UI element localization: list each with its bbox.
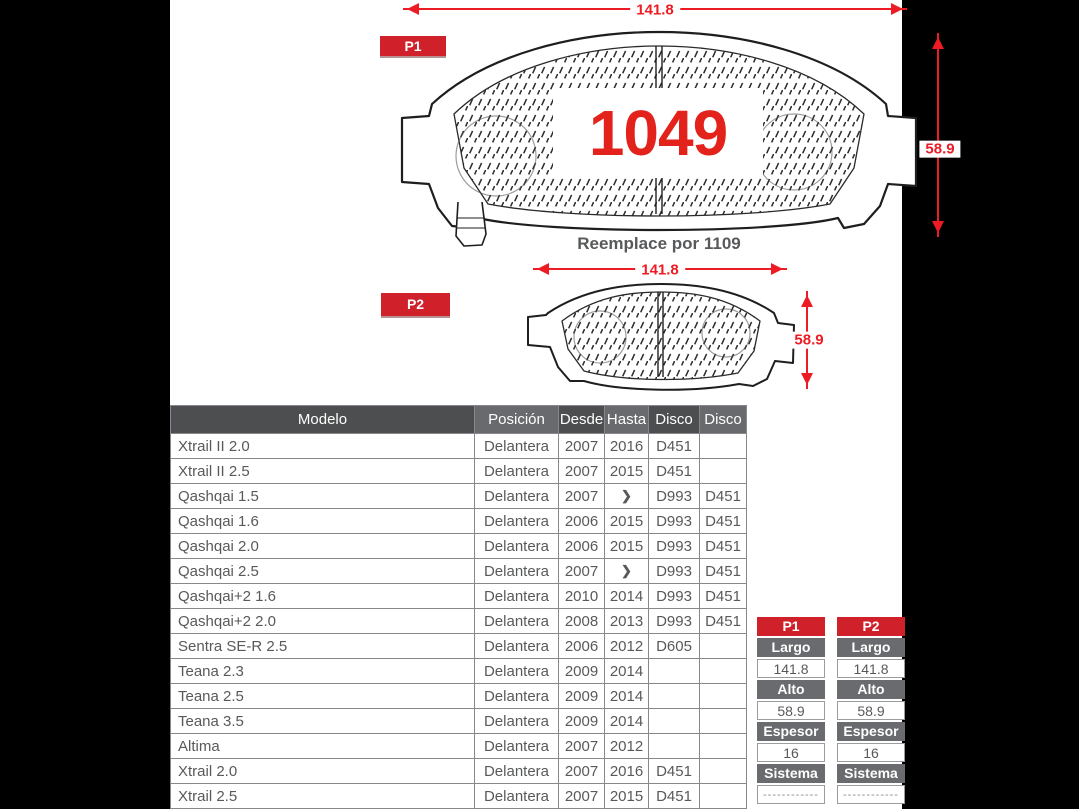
cell: D451	[700, 484, 747, 509]
model-cell: Xtrail II 2.5	[171, 459, 475, 484]
table-row	[171, 459, 747, 484]
cell: 2007	[559, 484, 605, 509]
spec-label: Sistema	[757, 764, 825, 783]
spec-value: 16	[757, 743, 825, 762]
table-row	[171, 709, 747, 734]
cell: 2015	[605, 459, 649, 484]
model-cell: Qashqai 1.6	[171, 509, 475, 534]
column-header: Disco	[700, 406, 747, 434]
table-row	[171, 434, 747, 459]
spec-label: Largo	[837, 638, 905, 657]
spec-label: Alto	[837, 680, 905, 699]
cell: 2007	[559, 559, 605, 584]
cell	[649, 659, 700, 684]
table-row	[171, 659, 747, 684]
p2-height-value: 58.9	[788, 332, 829, 349]
cell: 2009	[559, 659, 605, 684]
cell: 2015	[605, 784, 649, 809]
cell: Delantera	[475, 509, 559, 534]
spec-value: 141.8	[757, 659, 825, 678]
cell: D993	[649, 584, 700, 609]
cell: 2007	[559, 784, 605, 809]
cell: Delantera	[475, 709, 559, 734]
cell: D993	[649, 559, 700, 584]
cell: Delantera	[475, 434, 559, 459]
applications-table	[170, 405, 747, 809]
cell: 2014	[605, 584, 649, 609]
cell: Delantera	[475, 684, 559, 709]
spec-table-p2	[837, 617, 905, 806]
cell: Delantera	[475, 734, 559, 759]
cell: Delantera	[475, 584, 559, 609]
cell: 2006	[559, 509, 605, 534]
cell: 2006	[559, 534, 605, 559]
model-cell: Sentra SE-R 2.5	[171, 634, 475, 659]
cell: D993	[649, 484, 700, 509]
cell: 2008	[559, 609, 605, 634]
model-cell: Teana 2.3	[171, 659, 475, 684]
cell: D451	[700, 609, 747, 634]
column-header: Hasta	[605, 406, 649, 434]
cell: D605	[649, 634, 700, 659]
cell: D993	[649, 534, 700, 559]
table-row	[171, 784, 747, 809]
cell: 2010	[559, 584, 605, 609]
spec-value: 141.8	[837, 659, 905, 678]
spec-label: Espesor	[757, 722, 825, 741]
table-row	[171, 609, 747, 634]
cell: Delantera	[475, 484, 559, 509]
replacement-note: Reemplace por 1109	[577, 234, 741, 253]
cell: 2007	[559, 434, 605, 459]
cell: Delantera	[475, 784, 559, 809]
cell: Delantera	[475, 609, 559, 634]
model-cell: Teana 3.5	[171, 709, 475, 734]
column-header: Desde	[559, 406, 605, 434]
cell	[700, 759, 747, 784]
cell: D451	[649, 784, 700, 809]
spec-value: 58.9	[757, 701, 825, 720]
p1-height-dimension-line	[925, 33, 955, 237]
cell: 2015	[605, 534, 649, 559]
cell: D451	[700, 584, 747, 609]
cell	[649, 709, 700, 734]
table-row	[171, 534, 747, 559]
cell: 2016	[605, 759, 649, 784]
cell	[649, 734, 700, 759]
cell: Delantera	[475, 659, 559, 684]
spec-value: 58.9	[837, 701, 905, 720]
cell: D993	[649, 509, 700, 534]
cell: 2014	[605, 659, 649, 684]
cell: 2009	[559, 684, 605, 709]
cell	[700, 434, 747, 459]
spec-value: 16	[837, 743, 905, 762]
cell: ❯	[605, 484, 649, 509]
model-cell: Qashqai 2.5	[171, 559, 475, 584]
brake-pad-p2-drawing	[522, 281, 800, 391]
spec-label: Espesor	[837, 722, 905, 741]
cell	[700, 634, 747, 659]
p1-width-value: 141.8	[630, 2, 680, 19]
cell	[700, 734, 747, 759]
model-cell: Xtrail 2.0	[171, 759, 475, 784]
cell: D993	[649, 609, 700, 634]
spec-label: Alto	[757, 680, 825, 699]
applications-header-row	[171, 406, 747, 434]
cell: Delantera	[475, 759, 559, 784]
cell: D451	[649, 459, 700, 484]
table-row	[171, 684, 747, 709]
column-header: Modelo	[171, 406, 475, 434]
table-row	[171, 634, 747, 659]
model-cell: Teana 2.5	[171, 684, 475, 709]
cell	[700, 709, 747, 734]
spec-value: ------------	[837, 785, 905, 804]
p1-badge: P1	[380, 36, 446, 56]
cell: 2009	[559, 709, 605, 734]
table-row	[171, 559, 747, 584]
cell	[700, 784, 747, 809]
table-row	[171, 759, 747, 784]
cell: D451	[649, 759, 700, 784]
cell: D451	[700, 509, 747, 534]
model-cell: Altima	[171, 734, 475, 759]
cell: 2013	[605, 609, 649, 634]
cell: 2014	[605, 684, 649, 709]
cell: 2015	[605, 509, 649, 534]
model-cell: Xtrail 2.5	[171, 784, 475, 809]
p2-width-dimension-line	[533, 261, 787, 279]
table-row	[171, 584, 747, 609]
cell: Delantera	[475, 534, 559, 559]
table-row	[171, 484, 747, 509]
cell: Delantera	[475, 634, 559, 659]
cell: Delantera	[475, 559, 559, 584]
cell: 2012	[605, 634, 649, 659]
cell: 2007	[559, 459, 605, 484]
cell: ❯	[605, 559, 649, 584]
cell: D451	[700, 534, 747, 559]
cell: 2016	[605, 434, 649, 459]
cell: D451	[649, 434, 700, 459]
p2-badge: P2	[381, 293, 450, 316]
model-cell: Qashqai 1.5	[171, 484, 475, 509]
cell: D451	[700, 559, 747, 584]
p2-width-value: 141.8	[635, 262, 685, 279]
part-number-box	[553, 88, 763, 178]
spec-table-p1	[757, 617, 825, 806]
model-cell: Qashqai+2 1.6	[171, 584, 475, 609]
cell: 2007	[559, 759, 605, 784]
cell	[649, 684, 700, 709]
column-header: Posición	[475, 406, 559, 434]
model-cell: Qashqai+2 2.0	[171, 609, 475, 634]
p2-height-dimension-line	[794, 291, 824, 389]
model-cell: Xtrail II 2.0	[171, 434, 475, 459]
cell: 2007	[559, 734, 605, 759]
cell: 2014	[605, 709, 649, 734]
table-row	[171, 734, 747, 759]
cell: Delantera	[475, 459, 559, 484]
spec-value: ------------	[757, 785, 825, 804]
model-cell: Qashqai 2.0	[171, 534, 475, 559]
table-row	[171, 509, 747, 534]
cell: 2012	[605, 734, 649, 759]
spec-label: Sistema	[837, 764, 905, 783]
part-number: 1049	[588, 97, 728, 169]
spec-title: P2	[837, 617, 905, 636]
cell	[700, 459, 747, 484]
p1-width-dimension-line	[403, 1, 907, 19]
cell	[700, 659, 747, 684]
spec-label: Largo	[757, 638, 825, 657]
cell	[700, 684, 747, 709]
column-header: Disco	[649, 406, 700, 434]
cell: 2006	[559, 634, 605, 659]
p1-height-value: 58.9	[919, 141, 960, 158]
spec-title: P1	[757, 617, 825, 636]
